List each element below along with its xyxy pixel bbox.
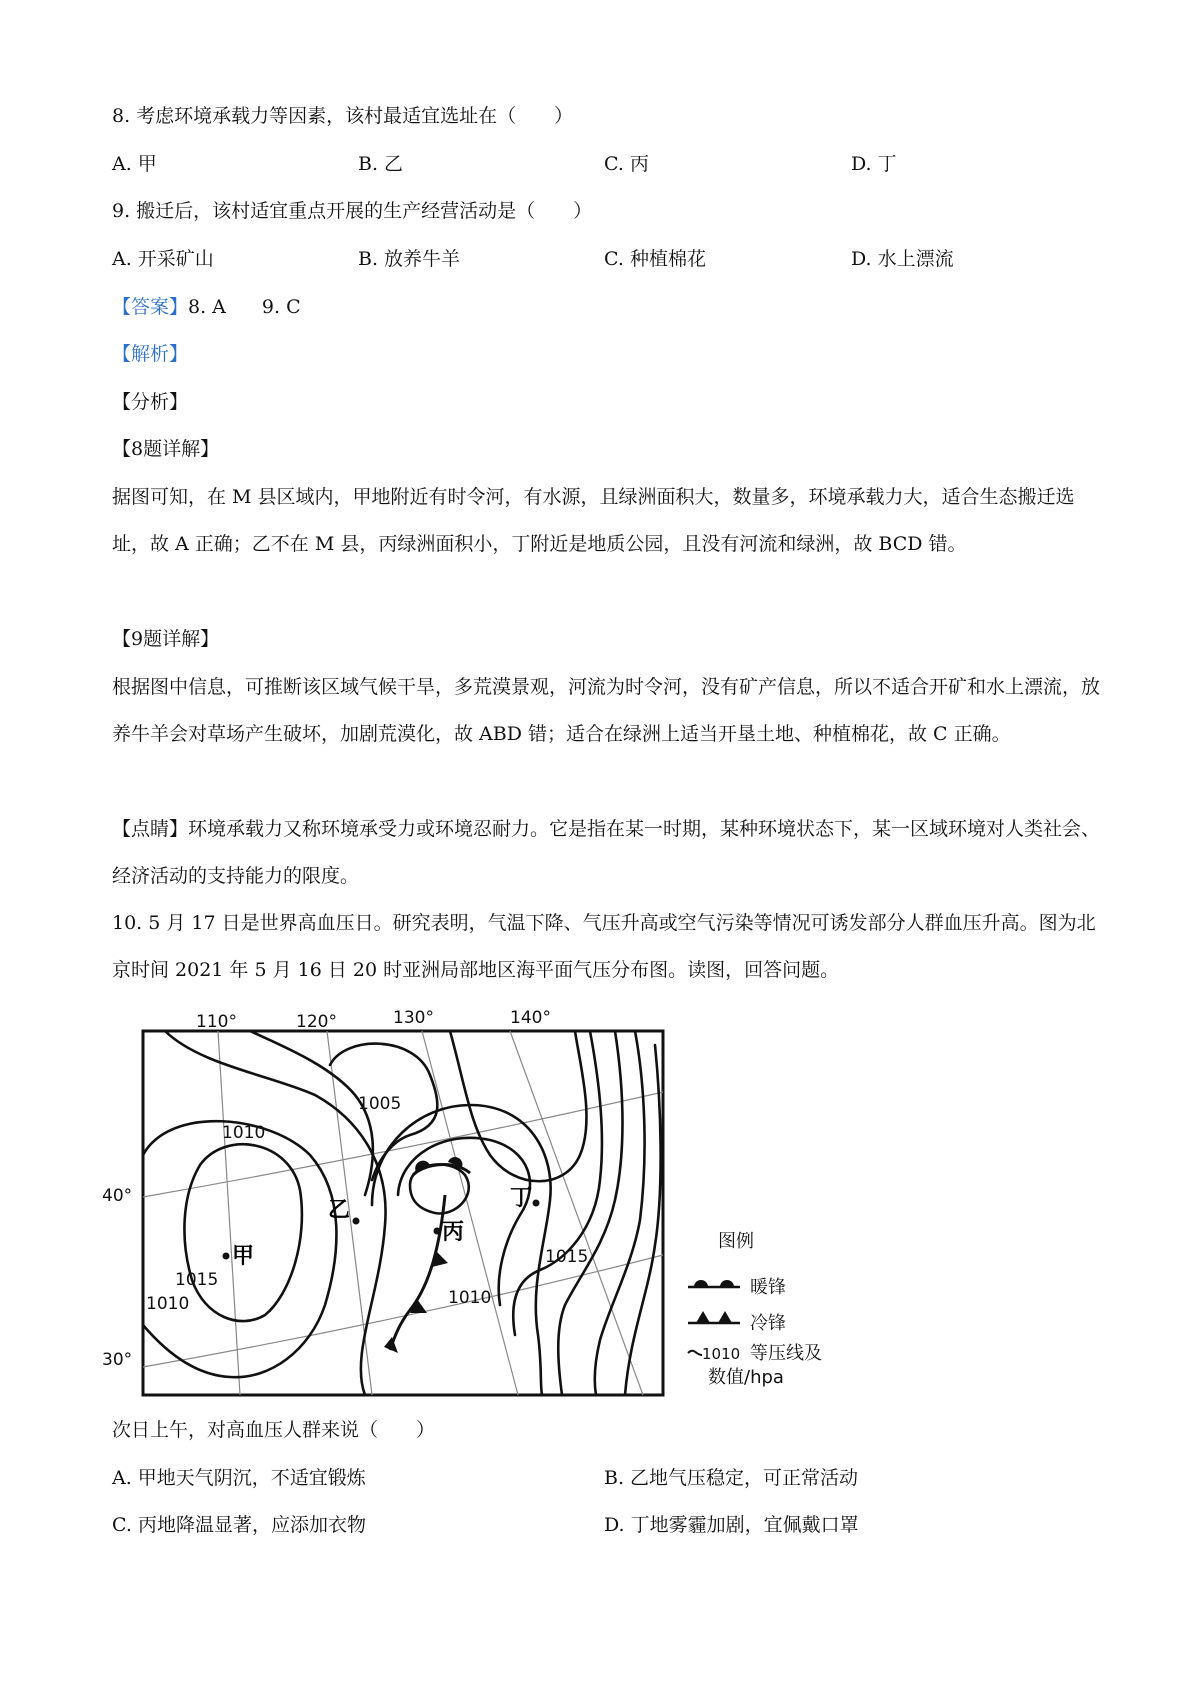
dot-yi [353, 1218, 360, 1225]
dianjing-text: 环境承载力又称环境承受力或环境忍耐力。它是指在某一时期，某种环境状态下，某一区域环境对人类社会、经济活动的支持能力的限度。 [112, 818, 1101, 887]
isobar-label-1015-b: 1015 [545, 1247, 589, 1267]
legend-isobar-2: 数值/hpa [708, 1367, 784, 1388]
d9-label: 【9题详解】 [112, 628, 220, 650]
isobar-label-1015-a: 1015 [175, 1270, 219, 1290]
answer-9: 9. C [261, 296, 301, 318]
d9-text: 根据图中信息，可推断该区域气候干旱，多荒漠景观，河流为时令河，没有矿产信息，所以不适合开矿和水上漂流，放养牛羊会对草场产生破坏，加剧荒漠化，故 ABD 错；适合在绿洲上适当开垦土地、种植棉花，故 C 正确。 [112, 676, 1101, 745]
q10-option-a: A. 甲地天气阴沉，不适宜锻炼 [112, 1467, 366, 1489]
q9-option-d: D. 水上漂流 [851, 248, 954, 270]
isobar-label-1010-a: 1010 [222, 1123, 266, 1143]
pressure-map [102, 1005, 850, 1405]
q8-option-d: D. 丁 [851, 153, 897, 175]
dot-bing [434, 1228, 441, 1235]
isobar-label-1005: 1005 [358, 1094, 402, 1114]
q10-option-d: D. 丁地雾霾加剧，宜佩戴口罩 [604, 1514, 859, 1536]
q8-option-c: C. 丙 [604, 153, 649, 175]
legend-cold-symbol [688, 1311, 740, 1323]
fenxi-label: 【分析】 [112, 391, 189, 413]
answer-label: 【答案】 [112, 296, 189, 318]
label-yi: 乙 [328, 1198, 351, 1223]
q9-option-b: B. 放养牛羊 [358, 248, 461, 270]
dot-ding [533, 1200, 540, 1207]
legend-isobar-symbol [688, 1351, 702, 1355]
label-ding: 丁 [510, 1186, 533, 1211]
q8-stem: 8. 考虑环境承载力等因素，该村最适宜选址在（ ） [112, 105, 574, 127]
q8-option-b: B. 乙 [358, 153, 404, 175]
legend-warm-symbol [688, 1280, 740, 1287]
label-bing: 丙 [442, 1220, 465, 1245]
dianjing-label: 【点睛】 [112, 818, 189, 840]
legend-isobar-1: 等压线及 [750, 1343, 822, 1364]
dianjing [112, 806, 1102, 900]
analysis-label: 【解析】 [112, 343, 189, 365]
isobar-label-1010-b: 1010 [448, 1288, 492, 1308]
d8-text: 据图可知，在 M 县区域内，甲地附近有时令河，有水源，且绿洲面积大，数量多，环境承载力大，适合生态搬迁选址，故 A 正确；乙不在 M 县，丙绿洲面积小，丁附近是地质公园，且没有河流和绿洲，故 BCD 错。 [112, 486, 1075, 555]
legend [688, 1231, 822, 1388]
dot-jia [223, 1253, 230, 1260]
lon-label-130: 130° [393, 1008, 434, 1028]
label-jia: 甲 [232, 1244, 255, 1269]
q9-option-a: A. 开采矿山 [112, 248, 214, 270]
lat-label-30: 30° [102, 1350, 133, 1370]
d8-label: 【8题详解】 [112, 438, 220, 460]
q8-option-a: A. 甲 [112, 153, 157, 175]
lon-label-140: 140° [510, 1008, 551, 1028]
q10-stem: 10. 5 月 17 日是世界高血压日。研究表明，气温下降、气压升高或空气污染等情况可诱发部分人群血压升高。图为北京时间 2021 年 5 月 16 日 20 时亚洲局部地区海平面气压分布图。读图，回答问题。 [112, 912, 1096, 981]
q10-option-c: C. 丙地降温显著，应添加衣物 [112, 1514, 366, 1536]
lon-label-120: 120° [296, 1012, 337, 1032]
q10-option-b: B. 乙地气压稳定，可正常活动 [604, 1467, 859, 1489]
q9-option-c: C. 种植棉花 [604, 248, 706, 270]
answer-8: 8. A [188, 296, 226, 318]
legend-cold: 冷锋 [750, 1313, 786, 1334]
q10-question: 次日上午，对高血压人群来说（ ） [112, 1419, 436, 1441]
legend-title: 图例 [718, 1231, 754, 1252]
legend-warm: 暖锋 [750, 1277, 786, 1298]
legend-isobar-sample: 1010 [702, 1345, 741, 1363]
lon-label-110: 110° [196, 1012, 237, 1032]
lat-label-40: 40° [102, 1186, 133, 1206]
isobar-label-1010-c: 1010 [146, 1294, 190, 1314]
q9-stem: 9. 搬迁后，该村适宜重点开展的生产经营活动是（ ） [112, 200, 593, 222]
answer-line [112, 295, 301, 319]
